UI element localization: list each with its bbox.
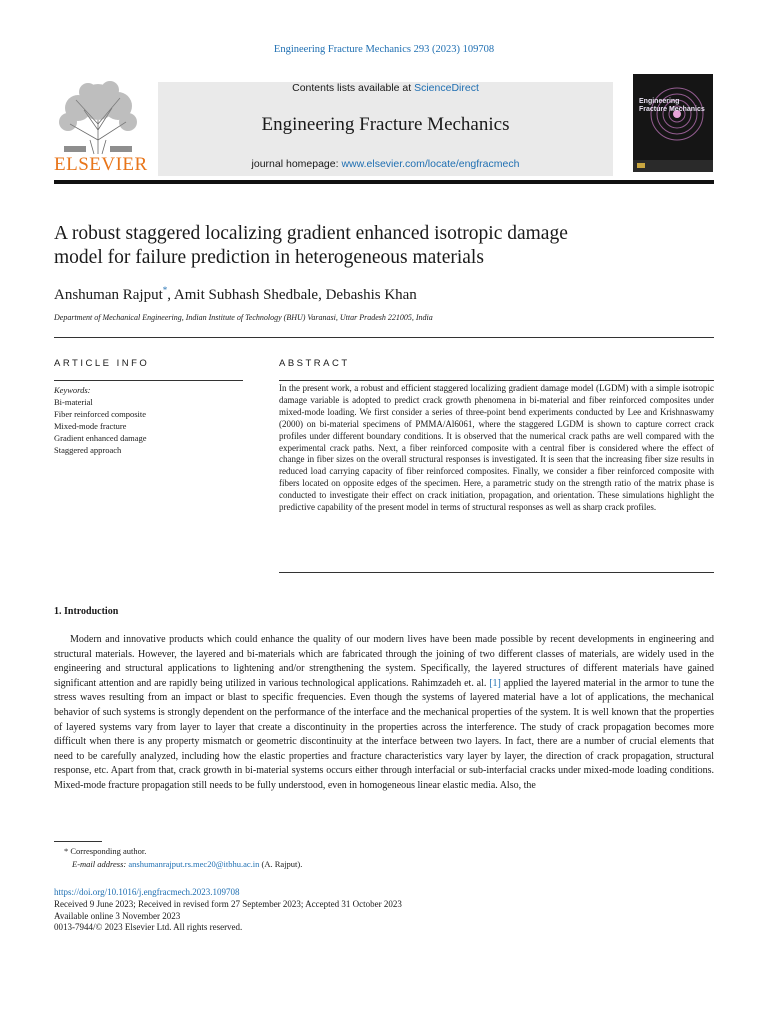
journal-citation-link[interactable]: Engineering Fracture Mechanics 293 (2023) 109708 bbox=[273, 44, 495, 55]
email-line bbox=[54, 858, 714, 871]
affiliation: Department of Mechanical Engineering, Indian Institute of Technology (BHU) Varanasi, Uttar Pradesh 221005, India bbox=[54, 313, 433, 322]
keyword-item: Staggered approach bbox=[54, 445, 122, 455]
contents-line bbox=[158, 82, 613, 94]
online-date: Available online 3 November 2023 bbox=[54, 910, 181, 921]
author-rajput[interactable]: Anshuman Rajput bbox=[54, 287, 163, 303]
divider bbox=[279, 380, 714, 381]
publication-info bbox=[54, 887, 714, 934]
abstract-heading: ABSTRACT bbox=[279, 358, 350, 369]
homepage-prefix: journal homepage: bbox=[251, 158, 342, 170]
journal-banner bbox=[158, 82, 613, 176]
email-suffix: (A. Rajput). bbox=[259, 859, 303, 869]
introduction-paragraph bbox=[54, 633, 714, 794]
paper-title-line-2: model for failure prediction in heterogeneous materials bbox=[54, 247, 484, 268]
elsevier-tree-icon bbox=[54, 80, 142, 156]
abstract-text: In the present work, a robust and efficient staggered localizing gradient damage model (LGDM) with a simple isotropic damage variable is adopted to predict crack growth phenomena in bi-material and fiber reinforced composites under mixed-mode loading. We first consider a series of three-point bend experiments conducted by Lee and Krishnaswamy (2000) on bi-material specimens of PMMA/Al6061, where the staggered LGDM is shown to capture correct crack profiles under different boundary conditions. It is observed that the numerical crack paths are well compared with the experimental crack paths. Next, a fiber reinforced composite with a central fiber is considered where the effect of change in fiber sizes on the overall structural responses is investigated. It is seen that the increasing fiber size results in reduced load carrying capacity of fiber reinforced composites. Finally, we consider a fiber reinforced composite with fibers located on opposite edges of the specimen. Here, a parametric study on the strength ratio of the matrix phase is conducted to investigate their effect on crack initiation, propagation, and orientation. These simulations highlight the predictive capability of the present model in terms of structural responses as well as sharp crack profiles. bbox=[279, 383, 714, 513]
divider bbox=[54, 337, 714, 338]
homepage-line bbox=[158, 158, 613, 170]
contents-prefix: Contents lists available at bbox=[292, 82, 415, 94]
corresponding-author-mark[interactable]: * bbox=[162, 285, 168, 295]
divider bbox=[279, 572, 714, 573]
keyword-item: Fiber reinforced composite bbox=[54, 409, 147, 419]
email-label: E-mail address: bbox=[72, 859, 129, 869]
journal-title: Engineering Fracture Mechanics bbox=[261, 114, 510, 135]
intro-text-part-2: applied the layered material in the armor to tune the stress waves resulting from an impact or blast to specific frequencies. Even though the systems of layered material have a lot of applications, the mechanical behavior of such systems is strongly dependent on the performance of the interface and the mechanical properties of the system. It is well known that the properties of layered systems vary from layer to layer that create a discontinuity in the properties across the interference. The study of crack propagation becomes more difficult when there is any property mismatch or geometric discontinuity at the interface between two layers. In fact, there are a number of crucial elements that need to be carefully analyzed, including how the elastic properties and fracture characteristics vary layer by layer, the direction of crack propagation, structural response, etc. Apart from that, crack growth in bi-material systems occurs either through interfacial or sub-interfacial cracks under mixed-mode loading conditions. Mixed-mode fracture propagation still needs to be fully understood, even in homogeneous linear elastic media. Also, the bbox=[54, 677, 715, 791]
keywords-block bbox=[54, 384, 244, 456]
cover-art-icon bbox=[633, 74, 713, 172]
keywords-label: Keywords: bbox=[54, 385, 91, 395]
doi-link[interactable]: https://doi.org/10.1016/j.engfracmech.2023.109708 bbox=[54, 887, 240, 897]
intro-text-part-1: Modern and innovative products which could enhance the quality of our modern lives have been made possible by recent developments in engineering and structural materials. However, the layered and bi-materials which are fabricated through the joining of two different classes of materials, are widely used in the engineering and structural applications to lightening and/or strengthening the system. Specifically, the layered structures of different materials have gained significant attention and are rapidly being utilized in various technological applications. Rahimzadeh et. al. bbox=[54, 634, 714, 689]
corresponding-author-note: * Corresponding author. bbox=[64, 846, 147, 856]
journal-cover-image bbox=[633, 74, 713, 172]
journal-homepage-link[interactable]: www.elsevier.com/locate/engfracmech bbox=[341, 158, 520, 170]
keyword-item: Mixed-mode fracture bbox=[54, 421, 127, 431]
article-info-heading: ARTICLE INFO bbox=[54, 358, 150, 369]
email-link[interactable]: anshumanrajput.rs.mec20@itbhu.ac.in bbox=[128, 859, 260, 869]
reference-link-1[interactable]: [1] bbox=[489, 677, 501, 689]
footnote bbox=[54, 845, 714, 871]
header-rule bbox=[54, 180, 714, 184]
footnote-rule bbox=[54, 841, 102, 842]
divider bbox=[54, 380, 243, 381]
elsevier-logo bbox=[54, 80, 148, 178]
introduction-heading: 1. Introduction bbox=[54, 606, 119, 617]
author-others: , Amit Subhash Shedbale, Debashis Khan bbox=[167, 287, 417, 303]
sciencedirect-link[interactable]: ScienceDirect bbox=[414, 82, 479, 94]
author-list bbox=[54, 285, 417, 304]
copyright-line: 0013-7944/© 2023 Elsevier Ltd. All rights reserved. bbox=[54, 922, 243, 933]
paper-title-line-1: A robust staggered localizing gradient enhanced isotropic damage bbox=[54, 223, 568, 244]
publisher-name: ELSEVIER bbox=[54, 154, 148, 175]
cover-title: Engineering Fracture Mechanics bbox=[639, 98, 705, 113]
keyword-item: Gradient enhanced damage bbox=[54, 433, 147, 443]
keyword-item: Bi-material bbox=[54, 397, 93, 407]
received-dates: Received 9 June 2023; Received in revised form 27 September 2023; Accepted 31 October 2023 bbox=[54, 898, 402, 909]
paper-title bbox=[54, 222, 654, 270]
